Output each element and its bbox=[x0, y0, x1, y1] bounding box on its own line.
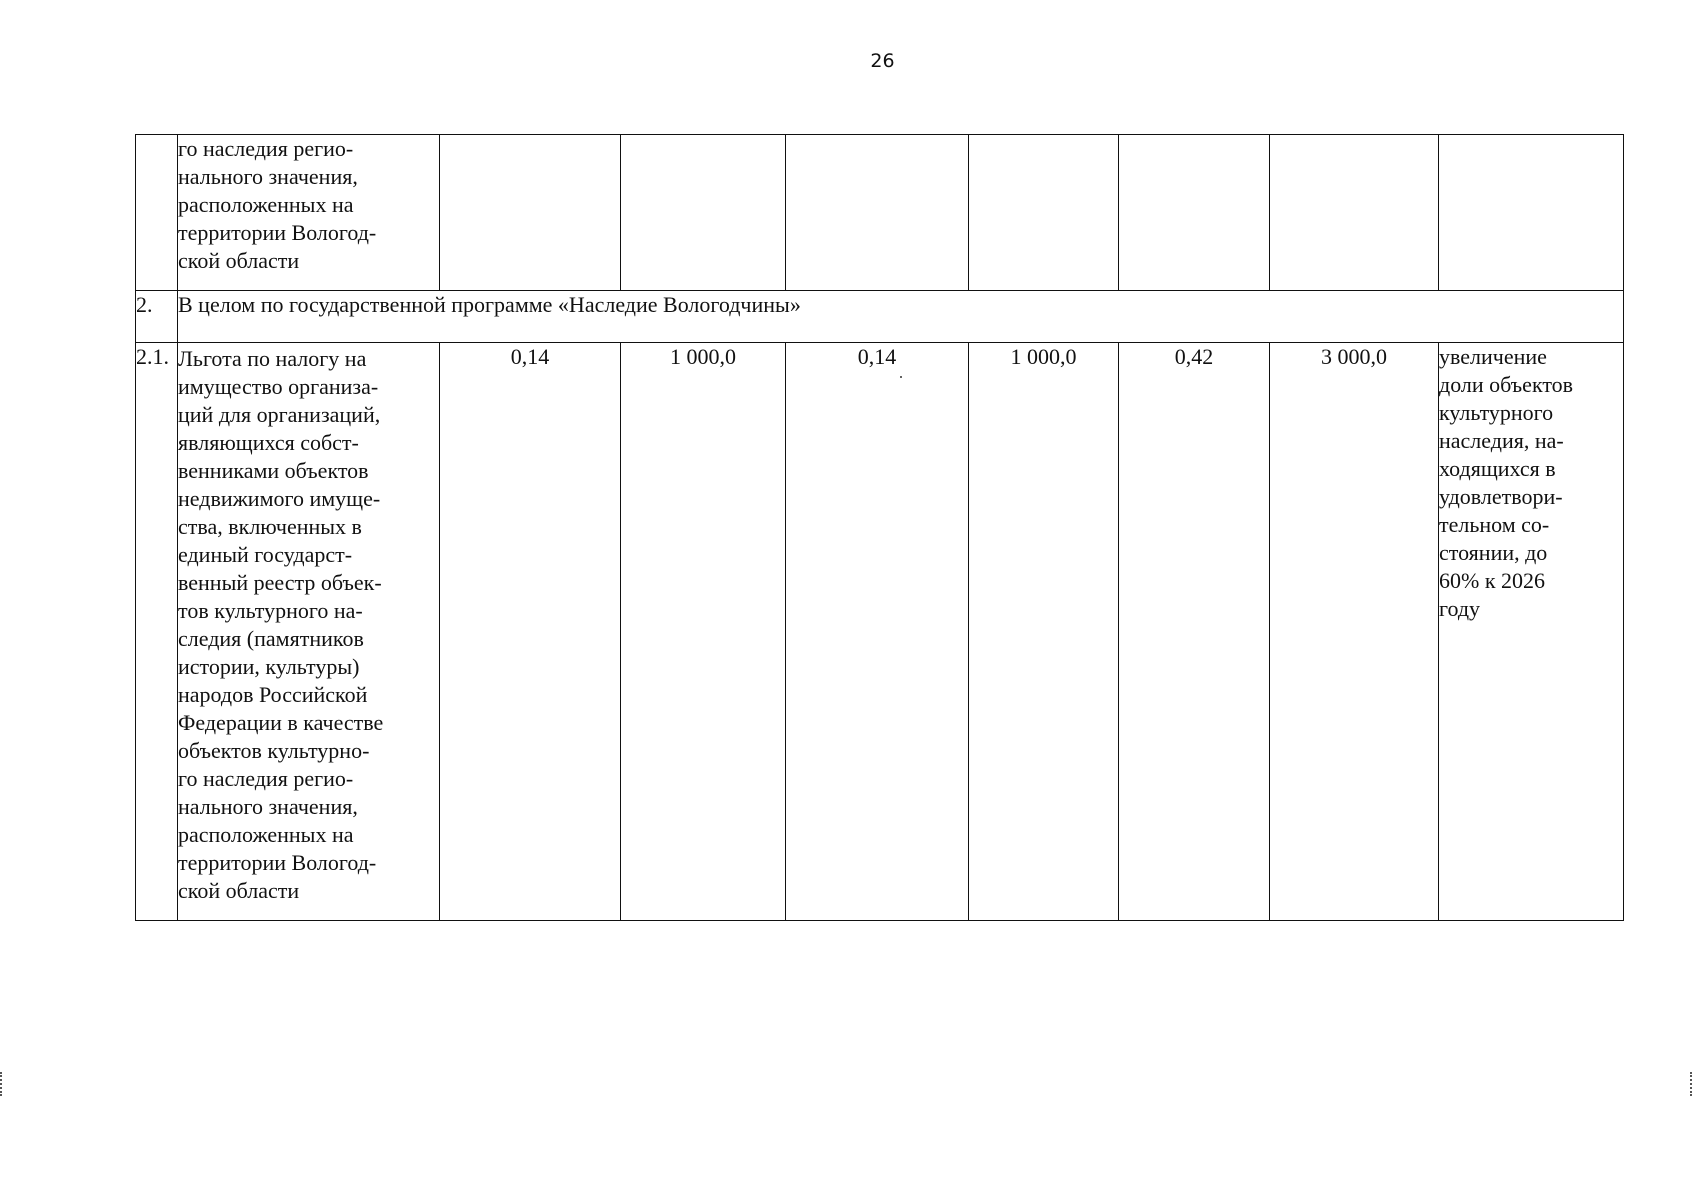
result-line: культурного bbox=[1439, 400, 1554, 425]
description-line: имущество организа- bbox=[178, 374, 379, 399]
description-line: территории Вологод- bbox=[178, 850, 377, 875]
description-line: венный реестр объек- bbox=[178, 570, 382, 595]
result-line: году bbox=[1439, 596, 1481, 621]
table-row-section bbox=[136, 291, 1624, 343]
result-line: доли объектов bbox=[1439, 372, 1574, 397]
scan-speck bbox=[900, 376, 902, 378]
result-line: 60% к 2026 bbox=[1439, 568, 1546, 593]
description-line: нального значения, bbox=[178, 164, 358, 189]
item-result-cell bbox=[1439, 343, 1624, 921]
right-edge-mark bbox=[1690, 1072, 1697, 1096]
value-cell: 0,14 bbox=[786, 343, 969, 921]
result-line: увеличение bbox=[1439, 344, 1547, 369]
table-row-item bbox=[136, 343, 1624, 921]
description-line: Федерации в качестве bbox=[178, 710, 384, 735]
value-cell bbox=[440, 135, 621, 291]
description-line: недвижимого имуще- bbox=[178, 486, 381, 511]
result-line: наследия, на- bbox=[1439, 428, 1564, 453]
item-number-cell: 2.1. bbox=[136, 343, 178, 921]
result-line: тельном со- bbox=[1439, 512, 1550, 537]
value-cell bbox=[1119, 135, 1270, 291]
page-number: 26 bbox=[870, 50, 895, 72]
description-line: ской области bbox=[178, 248, 300, 273]
result-line: ходящихся в bbox=[1439, 456, 1556, 481]
value-cell: 1 000,0 bbox=[621, 343, 786, 921]
row-description-cell bbox=[178, 135, 440, 291]
item-description-cell bbox=[178, 343, 440, 921]
value-cell: 3 000,0 bbox=[1270, 343, 1439, 921]
result-line: удовлетвори- bbox=[1439, 484, 1563, 509]
left-edge-mark bbox=[0, 1072, 8, 1096]
description-line: расположенных на bbox=[178, 192, 354, 217]
value-cell bbox=[786, 135, 969, 291]
value-cell: 0,14 bbox=[440, 343, 621, 921]
row-number-cell bbox=[136, 135, 178, 291]
description-line: следия (памятников bbox=[178, 626, 364, 651]
description-line: тов культурного на- bbox=[178, 598, 363, 623]
value-cell: 0,42 bbox=[1119, 343, 1270, 921]
value-cell bbox=[621, 135, 786, 291]
description-line: нального значения, bbox=[178, 794, 358, 819]
description-line: ства, включенных в bbox=[178, 514, 362, 539]
description-line: объектов культурно- bbox=[178, 738, 370, 763]
description-line: народов Российской bbox=[178, 682, 368, 707]
description-line: расположенных на bbox=[178, 822, 354, 847]
result-line: стоянии, до bbox=[1439, 540, 1548, 565]
description-line: венниками объектов bbox=[178, 458, 369, 483]
description-line: ской области bbox=[178, 878, 300, 903]
benefits-table bbox=[135, 134, 1624, 921]
section-number-cell: 2. bbox=[136, 291, 178, 343]
description-line: го наследия регио- bbox=[178, 136, 354, 161]
value-cell bbox=[969, 135, 1119, 291]
description-line: Льгота по налогу на bbox=[178, 346, 367, 371]
value-cell: 1 000,0 bbox=[969, 343, 1119, 921]
section-title-cell: В целом по государственной программе «Наследие Вологодчины» bbox=[178, 291, 1624, 343]
description-line: являющихся собст- bbox=[178, 430, 359, 455]
table-row-continuation bbox=[136, 135, 1624, 291]
result-cell bbox=[1439, 135, 1624, 291]
value-cell bbox=[1270, 135, 1439, 291]
description-line: истории, культуры) bbox=[178, 654, 360, 679]
description-line: го наследия регио- bbox=[178, 766, 354, 791]
description-line: единый государст- bbox=[178, 542, 353, 567]
description-line: территории Вологод- bbox=[178, 220, 377, 245]
description-line: ций для организаций, bbox=[178, 402, 381, 427]
